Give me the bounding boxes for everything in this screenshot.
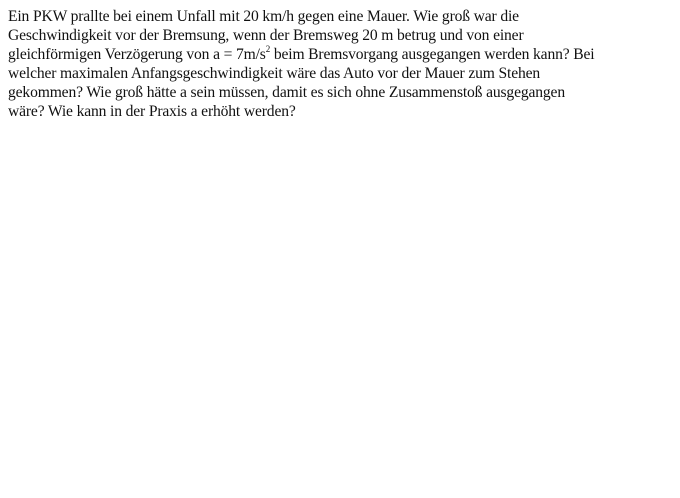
problem-line-1: Ein PKW prallte bei einem Unfall mit 20 km/h gegen eine Mauer. Wie groß war die	[8, 8, 519, 25]
problem-line-3	[8, 45, 670, 64]
problem-line-5: gekommen? Wie groß hätte a sein müssen, damit es sich ohne Zusammenstoß ausgegangen	[8, 84, 565, 101]
deceleration-text: gleichförmigen Verzögerung von a = 7m/s	[8, 46, 266, 63]
physics-problem-text	[8, 7, 670, 121]
squared-superscript: 2	[265, 44, 271, 54]
problem-line-6: wäre? Wie kann in der Praxis a erhöht werden?	[8, 103, 296, 120]
braking-question-text: beim Bremsvorgang ausgegangen werden kann? Bei	[270, 46, 595, 63]
problem-line-2: Geschwindigkeit vor der Bremsung, wenn der Bremsweg 20 m betrug und von einer	[8, 27, 524, 44]
problem-line-4: welcher maximalen Anfangsgeschwindigkeit wäre das Auto vor der Mauer zum Stehen	[8, 65, 541, 82]
